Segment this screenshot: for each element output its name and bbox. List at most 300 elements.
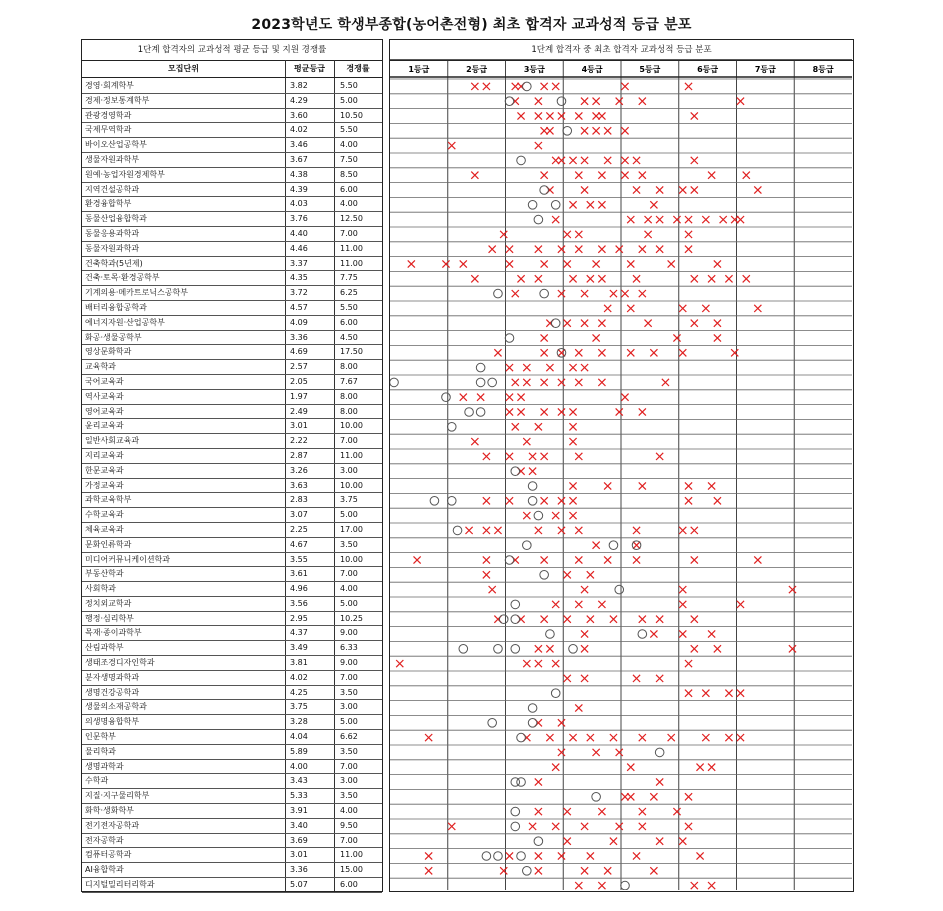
cross-marker [656,778,663,785]
avg-grade: 2.83 [290,495,308,505]
cross-marker [714,645,721,652]
competition-rate: 3.00 [340,465,358,475]
cross-marker [575,112,582,119]
cross-marker [598,201,605,208]
unit-name: 동물자원과학과 [85,243,140,253]
grade-tick-label: 1등급 [408,65,430,74]
circle-marker [621,881,630,890]
cross-marker [587,201,594,208]
circle-marker [390,378,398,387]
cross-marker [546,364,553,371]
cross-marker [743,172,750,179]
circle-marker [540,289,549,298]
table-row [82,567,382,582]
cross-marker [581,867,588,874]
competition-rate: 6.00 [340,317,358,327]
table-row [82,271,382,286]
cross-marker [621,157,628,164]
cross-marker [569,438,576,445]
circle-marker [494,289,503,298]
cross-marker [702,734,709,741]
competition-rate: 4.00 [340,140,358,150]
cross-marker [656,675,663,682]
cross-marker [558,379,565,386]
circle-marker [511,645,520,654]
competition-rate: 5.00 [340,717,358,727]
cross-marker [616,408,623,415]
avg-grade: 4.02 [290,672,308,682]
competition-rate: 9.00 [340,658,358,668]
unit-name: 관광경영학과 [85,110,132,120]
competition-rate: 8.00 [340,406,358,416]
table-row [82,804,382,819]
table-row [82,612,382,627]
cross-marker [616,749,623,756]
competition-rate: 10.00 [340,554,363,564]
cross-marker [685,793,692,800]
cross-marker [691,645,698,652]
cross-marker [575,704,582,711]
competition-rate: 7.75 [340,273,358,283]
competition-rate: 7.00 [340,228,358,238]
cross-marker [639,808,646,815]
cross-marker [552,512,559,519]
cross-marker [569,482,576,489]
cross-marker [460,394,467,401]
avg-grade: 3.63 [290,480,308,490]
cross-marker [569,512,576,519]
table-row [82,863,382,878]
table-row [82,848,382,863]
cross-marker [656,216,663,223]
cross-marker [616,246,623,253]
competition-rate: 4.50 [340,332,358,342]
cross-marker [541,408,548,415]
cross-marker [610,290,617,297]
competition-rate: 9.50 [340,820,358,830]
competition-rate: 3.50 [340,687,358,697]
table-row [82,479,382,494]
cross-marker [685,231,692,238]
cross-marker [621,394,628,401]
circle-marker [528,704,537,713]
circle-marker [563,127,572,136]
cross-marker [679,305,686,312]
cross-marker [691,157,698,164]
competition-rate: 10.00 [340,480,363,490]
cross-marker [425,852,432,859]
cross-marker [541,453,548,460]
competition-rate: 5.00 [340,510,358,520]
cross-marker [725,734,732,741]
cross-marker [575,172,582,179]
unit-name: 영상문화학과 [85,347,132,357]
cross-marker [685,497,692,504]
avg-grade: 4.57 [290,302,308,312]
competition-rate: 3.50 [340,791,358,801]
grade-tick-label: 3등급 [523,65,545,74]
unit-name: 건축·토목·환경공학부 [85,273,160,283]
cross-marker [523,660,530,667]
cross-marker [512,290,519,297]
competition-rate: 4.00 [340,584,358,594]
circle-marker [534,511,543,520]
cross-marker [506,497,513,504]
cross-marker [593,749,600,756]
cross-marker [737,601,744,608]
cross-marker [593,542,600,549]
cross-marker [483,83,490,90]
cross-marker [627,793,634,800]
circle-marker [615,585,624,594]
table-row [82,168,382,183]
circle-marker [505,556,514,565]
cross-marker [558,112,565,119]
cross-marker [517,408,524,415]
circle-marker [592,793,601,802]
circle-marker [482,852,491,861]
circle-marker [551,201,560,210]
cross-marker [639,734,646,741]
cross-marker [558,290,565,297]
competition-rate: 10.00 [340,421,363,431]
page-title: 2023학년도 학생부종합(농어촌전형) 최초 합격자 교과성적 등급 분포 [251,17,692,33]
avg-grade: 3.01 [290,421,308,431]
cross-marker [696,852,703,859]
cross-marker [656,186,663,193]
circle-marker [511,600,520,609]
cross-marker [610,734,617,741]
table-row [82,641,382,656]
table-row [82,745,382,760]
avg-grade: 4.35 [290,273,308,283]
avg-grade: 3.75 [290,702,308,712]
circle-marker [447,423,456,432]
cross-marker [575,527,582,534]
circle-marker [494,645,503,654]
table-row [82,730,382,745]
grade-tick-label: 7등급 [754,65,776,74]
competition-rate: 3.75 [340,495,358,505]
cross-marker [789,645,796,652]
competition-rate: 3.50 [340,746,358,756]
cross-marker [408,260,415,267]
cross-marker [633,556,640,563]
competition-rate: 15.00 [340,865,363,875]
circle-marker [517,852,526,861]
cross-marker [569,364,576,371]
circle-marker [494,852,503,861]
circle-marker [523,541,532,550]
cross-marker [523,438,530,445]
unit-name: 부동산학과 [85,569,124,579]
unit-name: 배터리융합공학과 [85,302,147,312]
unit-name: 국어교육과 [85,376,124,386]
cross-marker [465,527,472,534]
competition-rate: 10.50 [340,110,363,120]
unit-name: 의생명융합학부 [85,717,140,727]
cross-marker [679,601,686,608]
cross-marker [604,867,611,874]
cross-marker [535,645,542,652]
circle-marker [551,319,560,328]
unit-name: 지질·지구물리학부 [85,791,150,801]
cross-marker [610,616,617,623]
cross-marker [673,334,680,341]
cross-marker [702,690,709,697]
cross-marker [604,556,611,563]
circle-marker [511,822,520,831]
circle-marker [528,497,537,506]
cross-marker [558,497,565,504]
competition-rate: 6.62 [340,732,358,742]
header-unit: 모집단위 [168,64,199,73]
header-comp: 경쟁률 [346,64,370,73]
avg-grade: 4.29 [290,95,308,105]
cross-marker [691,186,698,193]
cross-marker [754,186,761,193]
circle-marker [447,497,456,506]
competition-rate: 8.00 [340,362,358,372]
cross-marker [517,112,524,119]
competition-rate: 8.50 [340,169,358,179]
cross-marker [691,882,698,889]
table-row [82,686,382,701]
cross-marker [691,275,698,282]
avg-grade: 3.28 [290,717,308,727]
cross-marker [650,867,657,874]
unit-name: 경영·회계학부 [85,81,134,90]
competition-rate: 11.00 [340,243,363,253]
unit-name: 물리학과 [85,746,116,756]
avg-grade: 3.07 [290,510,308,520]
cross-marker [581,127,588,134]
cross-marker [737,690,744,697]
unit-name: 목재·종이과학부 [85,628,142,638]
cross-marker [569,157,576,164]
cross-marker [581,186,588,193]
unit-name: 전자공학과 [85,835,124,845]
cross-marker [483,571,490,578]
competition-rate: 11.00 [340,258,363,268]
cross-marker [535,98,542,105]
avg-grade: 2.05 [290,376,308,386]
unit-name: 생물자원과학부 [85,154,140,164]
cross-marker [581,586,588,593]
competition-rate: 11.00 [340,450,363,460]
cross-marker [489,246,496,253]
table-row [82,227,382,242]
avg-grade: 1.97 [290,391,308,401]
cross-marker [564,808,571,815]
table-row [82,523,382,538]
unit-name: 지리교육과 [85,450,124,460]
table-row [82,774,382,789]
table-row [82,242,382,257]
table-row [82,597,382,612]
cross-marker [627,349,634,356]
unit-name: 수학교육과 [85,510,124,520]
table-row [82,878,382,893]
unit-name: 수학과 [85,776,109,786]
unit-name: 윤리교육과 [85,421,124,431]
cross-marker [639,616,646,623]
cross-marker [633,542,640,549]
cross-marker [558,408,565,415]
unit-name: 기계의용·메카트로닉스공학부 [85,288,189,298]
cross-marker [696,764,703,771]
cross-marker [512,423,519,430]
circle-marker [523,82,532,91]
grade-distribution-panel [389,39,854,892]
avg-grade: 2.95 [290,613,308,623]
competition-rate: 5.50 [340,302,358,312]
competition-rate: 9.00 [340,628,358,638]
cross-marker [656,616,663,623]
unit-name: 미디어커뮤니케이션학과 [85,554,171,564]
cross-marker [720,216,727,223]
avg-grade: 3.37 [290,258,308,268]
competition-rate: 17.50 [340,347,363,357]
cross-marker [506,453,513,460]
competition-rate: 5.00 [340,95,358,105]
cross-marker [569,408,576,415]
cross-marker [702,305,709,312]
cross-marker [396,660,403,667]
cross-marker [523,364,530,371]
avg-grade: 2.57 [290,362,308,372]
table-row [82,153,382,168]
circle-marker [476,408,485,417]
table-row [82,493,382,508]
circle-marker [476,363,485,372]
cross-marker [483,453,490,460]
cross-marker [535,660,542,667]
avg-grade: 3.76 [290,214,308,224]
cross-marker [593,127,600,134]
competition-rate: 7.00 [340,835,358,845]
unit-name: AI융합학과 [85,865,124,875]
cross-marker [569,275,576,282]
cross-marker [645,216,652,223]
avg-grade: 4.39 [290,184,308,194]
circle-marker [523,867,532,876]
unit-name: 산림과학부 [85,643,124,653]
table-row [82,419,382,434]
table-row [82,538,382,553]
avg-grade: 3.49 [290,643,308,653]
table-row [82,390,382,405]
unit-name: 동물응용과학과 [85,228,140,238]
competition-rate: 5.00 [340,598,358,608]
unit-name: 생태조경디자인학과 [85,658,155,668]
avg-grade: 4.02 [290,125,308,135]
table-row [82,405,382,420]
unit-name: 사회학과 [85,584,116,594]
table-row [82,760,382,775]
cross-marker [575,453,582,460]
avg-grade: 4.40 [290,228,308,238]
unit-name: 디지털밀리터리학과 [85,880,155,890]
cross-marker [754,305,761,312]
table-row [82,626,382,641]
cross-marker [743,275,750,282]
cross-marker [679,186,686,193]
unit-name: 원예·농업자원경제학부 [85,169,165,179]
table-row [82,331,382,346]
unit-name: 컴퓨터공학과 [85,850,132,860]
cross-marker [685,482,692,489]
cross-marker [725,275,732,282]
circle-marker [459,645,468,654]
cross-marker [639,246,646,253]
unit-name: 화공·생물공학부 [85,332,142,342]
cross-marker [627,305,634,312]
circle-marker [528,201,537,210]
cross-marker [604,482,611,489]
cross-marker [546,112,553,119]
table-row [82,834,382,849]
competition-rate: 3.50 [340,539,358,549]
avg-grade: 3.72 [290,288,308,298]
cross-marker [685,660,692,667]
avg-grade: 3.56 [290,598,308,608]
table-row [82,449,382,464]
cross-marker [535,246,542,253]
avg-grade: 3.81 [290,658,308,668]
cross-marker [685,83,692,90]
cross-marker [789,586,796,593]
circle-marker [499,615,508,624]
cross-marker [558,527,565,534]
table-row [82,434,382,449]
cross-marker [541,334,548,341]
unit-name: 영어교육과 [85,406,124,416]
cross-marker [483,527,490,534]
circle-marker [517,733,526,742]
cross-marker [708,882,715,889]
unit-name: 환경융합학부 [85,199,132,209]
cross-marker [535,142,542,149]
circle-marker [505,334,514,343]
cross-marker [581,290,588,297]
competition-rate: 6.33 [340,643,358,653]
avg-grade: 4.25 [290,687,308,697]
cross-marker [633,157,640,164]
cross-marker [535,808,542,815]
unit-name: 동물산업융합학과 [85,214,147,224]
cross-marker [587,616,594,623]
competition-rate: 7.00 [340,569,358,579]
cross-marker [685,246,692,253]
competition-rate: 12.50 [340,214,363,224]
cross-marker [552,83,559,90]
cross-marker [639,823,646,830]
competition-rate: 10.25 [340,613,363,623]
unit-name: 체육교육과 [85,524,124,534]
cross-marker [552,216,559,223]
cross-marker [702,216,709,223]
cross-marker [731,349,738,356]
circle-marker [517,156,526,165]
competition-rate: 11.00 [340,850,363,860]
unit-name: 전기전자공학과 [85,820,140,830]
unit-name: 국제무역학과 [85,125,132,135]
cross-marker [598,601,605,608]
table-row [82,715,382,730]
circle-marker [511,807,520,816]
cross-marker [500,867,507,874]
